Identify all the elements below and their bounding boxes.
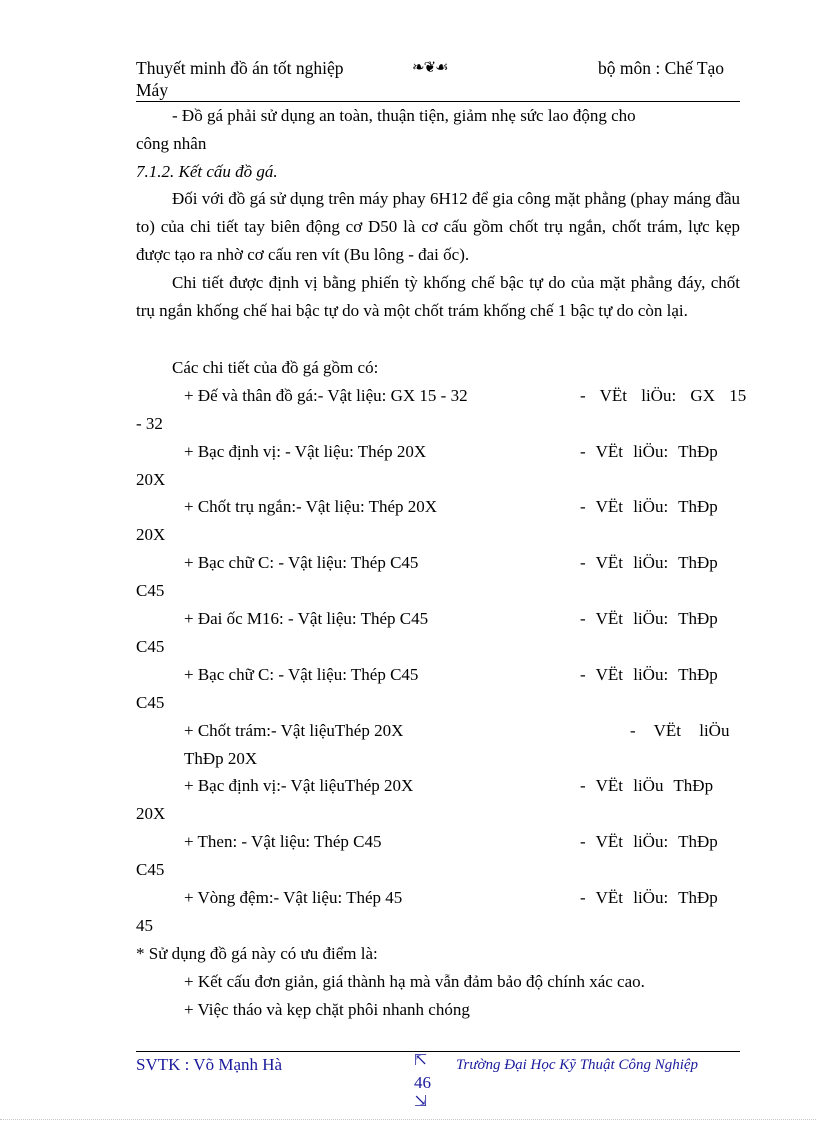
part-item-cont: 20X [136, 804, 166, 823]
part-item-main: + Đai ốc M16: - Vật liệu: Thép C45 [184, 609, 429, 628]
advantages-heading: * Sử dụng đồ gá này có ưu điểm là: [136, 944, 378, 963]
part-item-cont: C45 [136, 581, 165, 600]
part-item-garbled: - VËt liÖu: ThÐp [580, 497, 718, 516]
part-item-main: + Chốt trụ ngắn:- Vật liệu: Thép 20X [184, 497, 438, 516]
part-item-main: + Then: - Vật liệu: Thép C45 [184, 832, 382, 851]
advantage-item: + Việc tháo và kẹp chặt phôi nhanh chóng [184, 1000, 470, 1019]
header-title: Thuyết minh đồ án tốt nghiệp [136, 58, 344, 78]
intro-line: - Đồ gá phải sử dụng an toàn, thuận tiện, giảm nhẹ sức lao động cho [172, 106, 636, 125]
part-item-cont: C45 [136, 637, 165, 656]
part-item-main: + Vòng đệm:- Vật liệu: Thép 45 [184, 888, 403, 907]
part-item-garbled: - VËt liÖu: GX 15 [580, 386, 747, 405]
arrow-down-icon: ⇲ [414, 1093, 428, 1110]
part-item-cont: ThÐp 20X [184, 749, 258, 768]
footer-rule [136, 1051, 740, 1052]
intro-line-cont: công nhân [136, 134, 207, 153]
part-item-cont: 20X [136, 470, 166, 489]
part-item-garbled: - VËt liÖu: ThÐp [580, 832, 718, 851]
header-title-continued: Máy [136, 80, 169, 100]
part-item-garbled: - VËt liÖu: ThÐp [580, 442, 718, 461]
part-item-cont: C45 [136, 860, 165, 879]
paragraph-text: Đối với đồ gá sử dụng trên máy phay 6H12 để gia công mặt phẳng (phay máng đầu to) của chi tiết tay biên động cơ D50 là cơ cấu gồm chốt trụ ngắn, chốt trám, lực kẹp được tạo ra nhờ cơ cấu ren vít (Bu lông - đai ốc). [136, 189, 740, 264]
part-item-cont: 45 [136, 916, 153, 935]
part-item-cont: 20X [136, 525, 166, 544]
part-item-garbled: - VËt liÖu: ThÐp [580, 553, 718, 572]
part-item-main: + Bạc chữ C: - Vật liệu: Thép C45 [184, 665, 419, 684]
part-item-garbled: - VËt liÖu ThÐp [580, 776, 714, 795]
paragraph-text: Chi tiết được định vị bằng phiến tỳ khống chế bậc tự do của mặt phẳng đáy, chốt trụ ngắn khống chế hai bậc tự do và một chốt trám khống chế 1 bậc tự do còn lại. [136, 273, 740, 320]
part-item-garbled: - VËt liÖu: ThÐp [580, 609, 718, 628]
header-department: bộ môn : Chế Tạo [598, 58, 725, 78]
header-ornament: ❧❦☙ [412, 60, 448, 76]
paragraph-positioning [136, 269, 740, 325]
part-item-main: + Bạc chữ C: - Vật liệu: Thép C45 [184, 553, 419, 572]
part-item-garbled: - VËt liÖu: ThÐp [580, 888, 718, 907]
arrow-up-icon: ⇱ [414, 1052, 428, 1069]
part-item-cont: - 32 [136, 414, 163, 433]
section-heading: 7.1.2. Kết cấu đồ gá. [136, 162, 278, 181]
page-edge-divider [0, 1119, 816, 1120]
part-item-garbled: - VËt liÖu: ThÐp [580, 665, 718, 684]
part-item-main: + Chốt trám:- Vật liệuThép 20X [184, 721, 404, 740]
part-item-main: + Đế và thân đồ gá:- Vật liệu: GX 15 - 32 [184, 386, 468, 405]
part-item-garbled: - VËt liÖu [630, 721, 730, 740]
paragraph-fixture-structure [136, 185, 740, 269]
part-item-main: + Bạc định vị:- Vật liệuThép 20X [184, 776, 414, 795]
part-item-cont: C45 [136, 693, 165, 712]
footer-school: Trường Đại Học Kỹ Thuật Công Nghiệp [456, 1057, 699, 1073]
footer-page-number: 46 [414, 1073, 431, 1092]
part-item-main: + Bạc định vị: - Vật liệu: Thép 20X [184, 442, 427, 461]
parts-list-intro: Các chi tiết của đồ gá gồm có: [172, 358, 379, 377]
advantage-item: + Kết cấu đơn giản, giá thành hạ mà vẫn đảm bảo độ chính xác cao. [184, 972, 645, 991]
footer-author: SVTK : Võ Mạnh Hà [136, 1055, 283, 1074]
header-rule [136, 101, 740, 102]
